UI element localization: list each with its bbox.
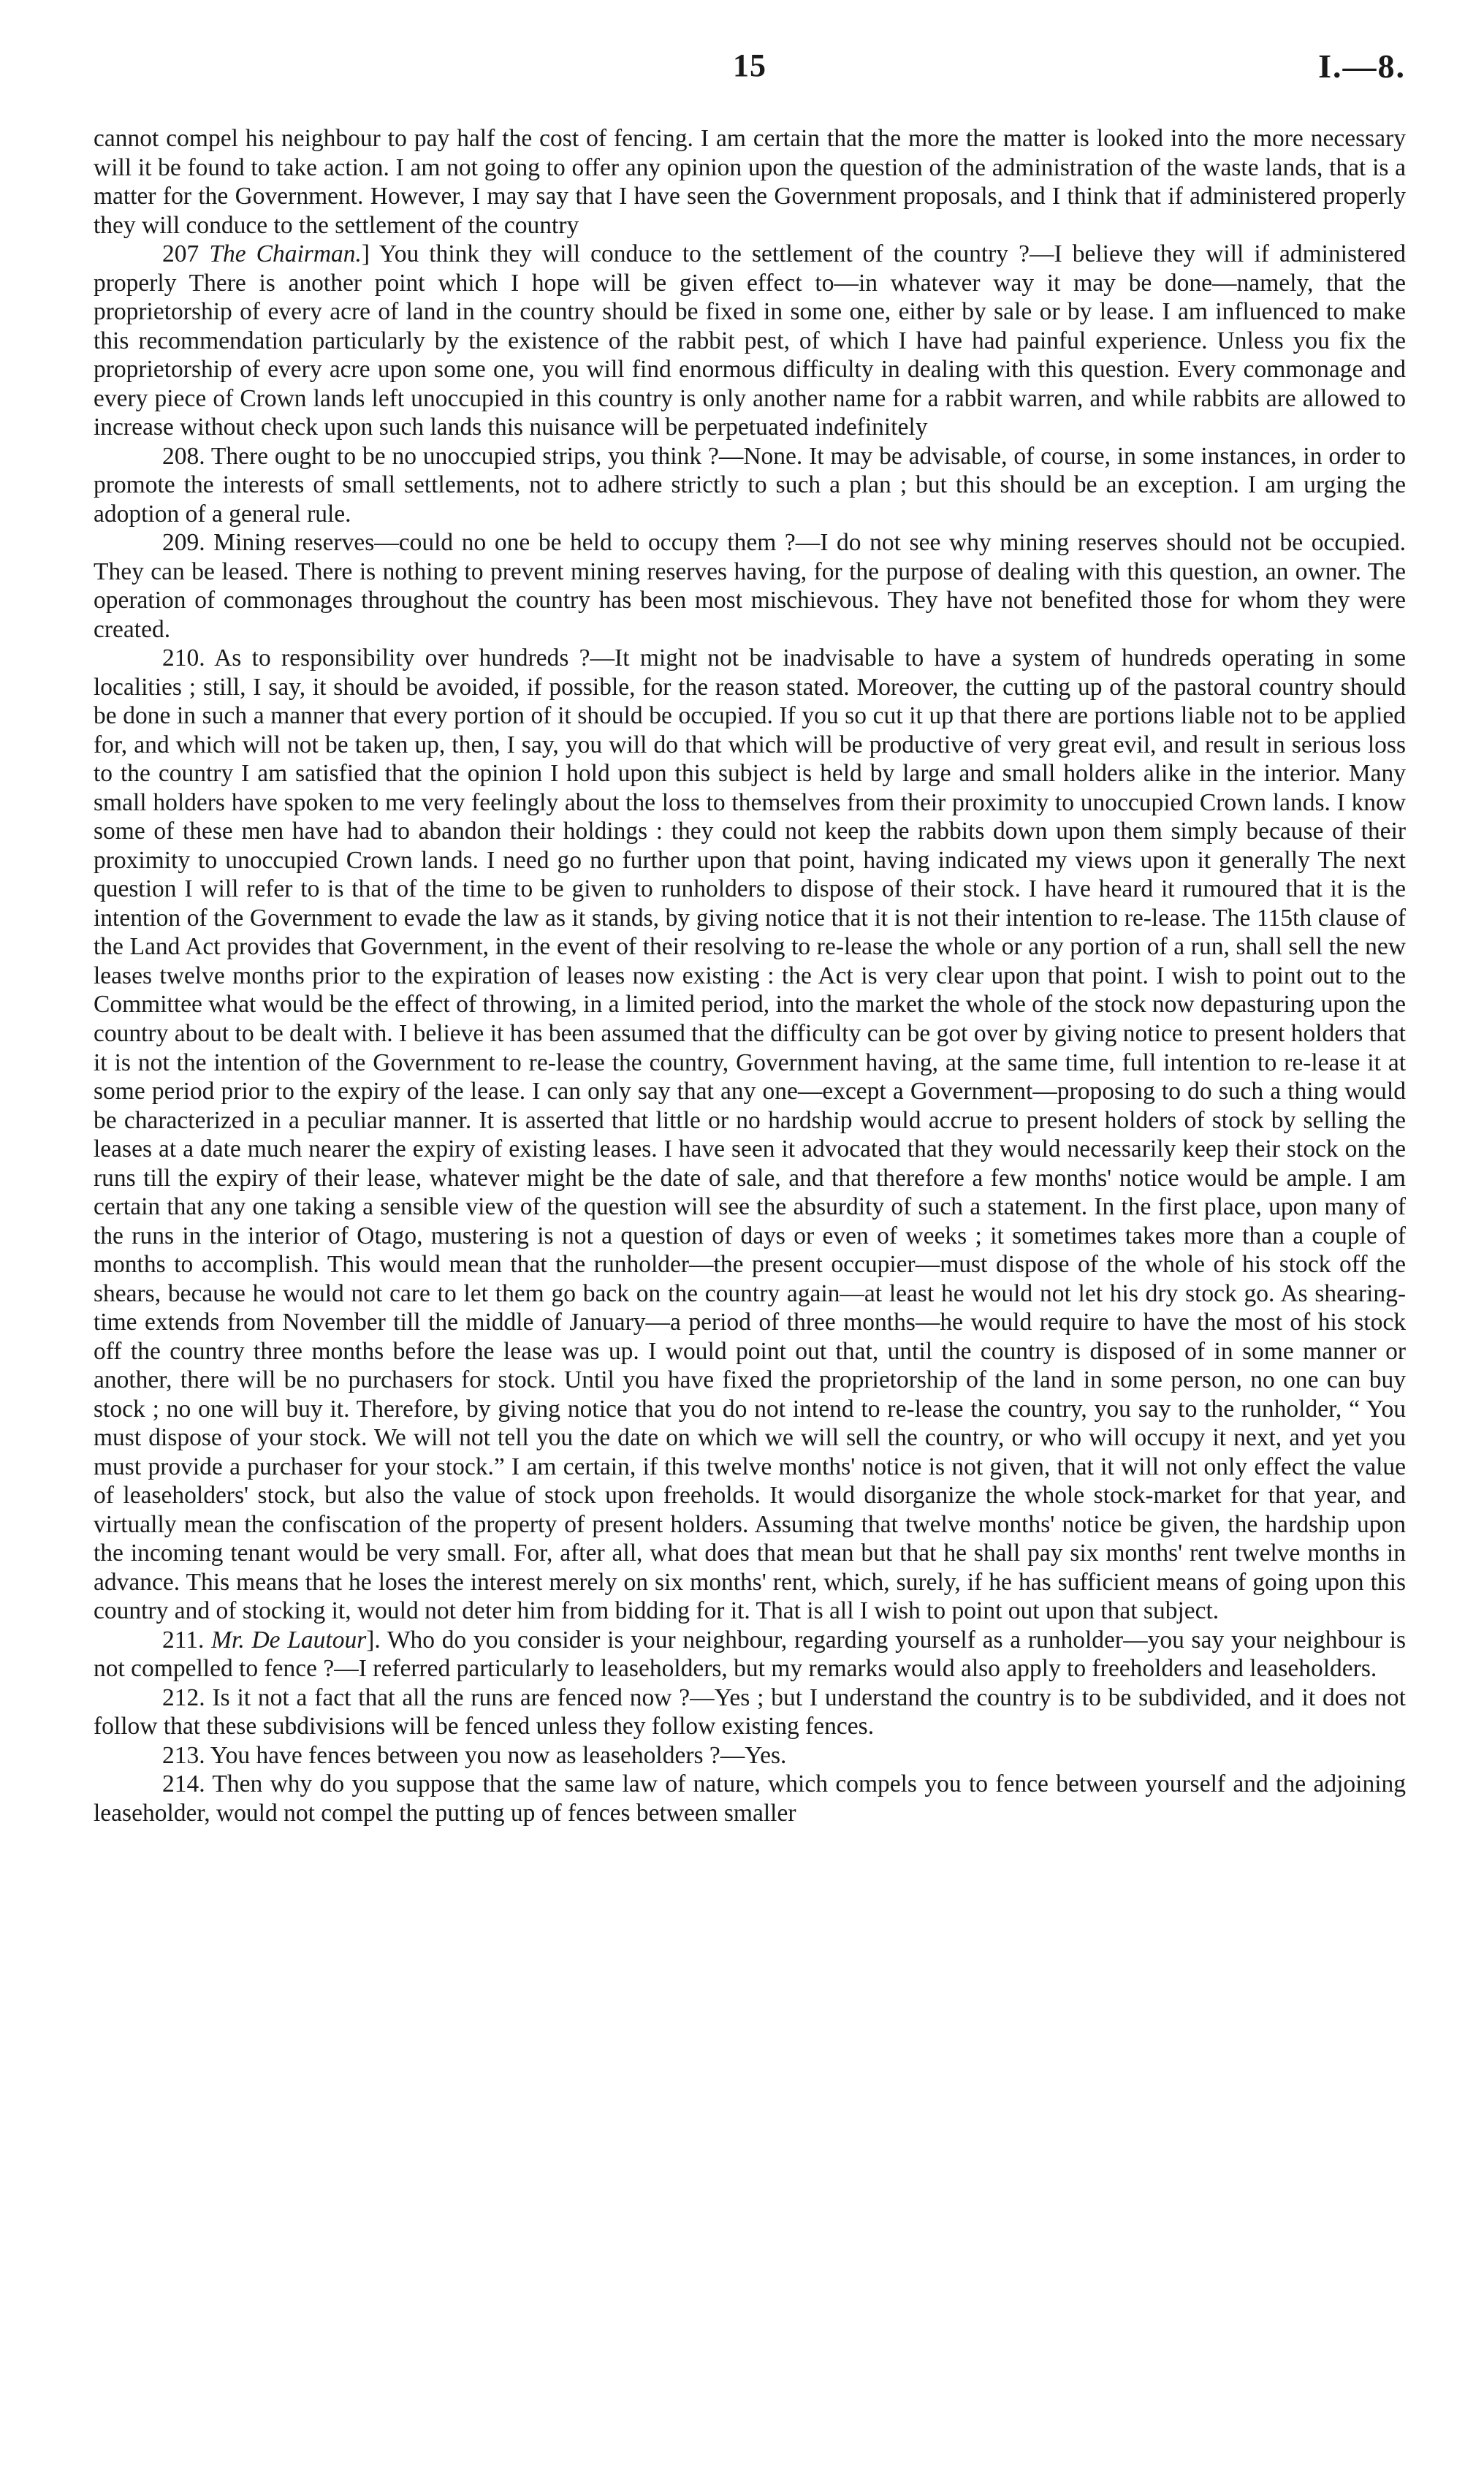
paragraph-text: There ought to be no unoccupied strips, you think ?—None. It may be advisable, of course, in some instances, in order to promote the interests of small settlements, not to adhere strictly to such a plan ; but this should be an exception. I am urging the adoption of a general rule. xyxy=(94,442,1406,528)
question-number: 208. xyxy=(162,442,205,470)
question-number: 211. xyxy=(162,1626,205,1654)
paper-reference: I.—8. xyxy=(1318,47,1406,85)
question-212 xyxy=(94,1683,1406,1741)
speaker-name: Mr. De Lautour xyxy=(211,1626,367,1654)
question-210 xyxy=(94,644,1406,1626)
question-213 xyxy=(94,1741,1406,1770)
paragraph-text: Who do you consider is your neighbour, regarding yourself as a runholder—you say your neighbour is not compelled to fence ?—I referred particularly to leaseholders, but my remarks would also apply to freeholders and leaseholders. xyxy=(94,1626,1406,1683)
page-number: 15 xyxy=(733,47,766,83)
speaker-bracket: ] xyxy=(361,240,370,268)
question-207 xyxy=(94,240,1406,442)
paragraph-text: cannot compel his neighbour to pay half the cost of fencing. I am certain that the more the matter is looked into the more necessary will it be found to take action. I am not going to offer any opinion upon the question of the administration of the waste lands, that is a matter for the Government. However, I may say that I have seen the Government proposals, and I think that if administered properly they will conduce to the settlement of the country xyxy=(94,125,1406,239)
question-number: 214. xyxy=(162,1770,205,1798)
paragraph-text: Mining reserves—could no one be held to occupy them ?—I do not see why mining reserves should not be occupied. They can be leased. There is nothing to prevent mining reserves having, for the purpose of dealing with this question, an owner. The operation of commonages throughout the country has been most mischievous. They have not benefited those for whom they were created. xyxy=(94,529,1406,643)
question-number: 213. xyxy=(162,1741,205,1769)
document-body xyxy=(94,124,1406,1827)
paragraph-continuation xyxy=(94,124,1406,240)
question-number: 207 xyxy=(162,240,199,268)
question-number: 209. xyxy=(162,529,205,557)
paragraph-text: As to responsibility over hundreds ?—It might not be inadvisable to have a system of hundreds operating in some localities ; still, I say, it should be avoided, if possible, for the reason stated. Moreover, the cutting up of the pastoral country should be done in such a manner that every portion of it should be occupied. If you so cut it up that there are portions liable not to be applied for, and which will not be taken up, then, I say, you will do that which will be productive of very great evil, and result in serious loss to the country I am satisfied that the opinion I hold upon this subject is held by large and small holders alike in the interior. Many small holders have spoken to me very feelingly about the loss to themselves from their proximity to unoccupied Crown lands. I know some of these men have had to abandon their holdings : they could not keep the rabbits down upon them simply because of their proximity to unoccupied Crown lands. I need go no further upon that point, having indicated my views upon it generally The next question I will refer to is that of the time to be given to runholders to dispose of their stock. I have heard it rumoured that it is the intention of the Government to evade the law as it stands, by giving notice that it is not their intention to re-lease. The 115th clause of the Land Act provides that Government, in the event of their resolving to re-lease the whole or any portion of a run, shall sell the new leases twelve months prior to the expiration of leases now existing : the Act is very clear upon that point. I wish to point out to the Committee what would be the effect of throwing, in a limited period, into the market the whole of the stock now depasturing upon the country about to be dealt with. I believe it has been assumed that the difficulty can be got over by giving notice to present holders that it is not the intention of the Government to re-lease the country, Government having, at the same time, full intention to re-lease it at some period prior to the expiry of the lease. I can only say that any one—except a Government—proposing to do such a thing would be characterized in a peculiar manner. It is asserted that little or no hardship would accrue to present holders of stock by selling the leases at a date much nearer the expiry of existing leases. I have seen it advocated that they would necessarily keep their stock on the runs till the expiry of their lease, whatever might be the date of sale, and that therefore a few months' notice would be ample. I am certain that any one taking a sensible view of the question will see the absurdity of such a statement. In the first place, upon many of the runs in the interior of Otago, mustering is not a question of days or even of weeks ; it sometimes takes more than a couple of months to accomplish. This would mean that the runholder—the present occupier—must dispose of the whole of his stock off the shears, because he would not care to let them go back on the country again—at least he would not let his dry stock go. As shearing-time extends from November till the middle of January—a period of three months—he would require to have the most of his stock off the country three months before the lease was up. I would point out that, until the country is disposed of in some manner or another, there will be no purchasers for stock. Until you have fixed the proprietorship of the land in some person, no one can buy stock ; no one will buy it. Therefore, by giving notice that you do not intend to re-lease the country, you say to the runholder, “ You must dispose of your stock. We will not tell you the date on which we will sell the country, or who will occupy it next, and yet you must provide a purchaser for your stock.” I am certain, if this twelve months' notice is not given, that it will not only effect the value of leaseholders' stock, but also the value of stock upon freeholds. It would disorganize the whole stock-market for that year, and virtually mean the confiscation of the property of present holders. Assuming that twelve months' notice be given, the hardship upon the incoming tenant would be very small. For, after all, what does that mean but that he shall pay six months' rent twelve months in advance. This means that he loses the interest merely on six months' rent, which, surely, if he has sufficient means of going upon this country and of stocking it, would not deter him from bidding for it. That is all I wish to point out upon that subject. xyxy=(94,644,1406,1625)
paragraph-text: You think they will conduce to the settlement of the country ?—I believe they will if administered properly There is another point which I hope will be given effect to—in whatever way it may be done—namely, that the proprietorship of every acre of land in the country should be fixed in some one, either by sale or by lease. I am influenced to make this recommendation particularly by the existence of the rabbit pest, of which I have had painful experience. Unless you fix the proprietorship of every acre upon some one, you will find enormous difficulty in dealing with this question. Every commonage and every piece of Crown lands left unoccupied in this country is only another name for a rabbit warren, and while rabbits are allowed to increase without check upon such lands this nuisance will be perpetuated indefinitely xyxy=(94,240,1406,441)
speaker-name: The Chairman. xyxy=(209,240,362,268)
question-number: 212. xyxy=(162,1683,205,1711)
question-211 xyxy=(94,1626,1406,1683)
question-208 xyxy=(94,442,1406,529)
question-number: 210. xyxy=(162,644,205,672)
paragraph-text: Then why do you suppose that the same law of nature, which compels you to fence between yourself and the adjoining leaseholder, would not compel the putting up of fences between smaller xyxy=(94,1770,1406,1827)
question-214 xyxy=(94,1770,1406,1827)
speaker-bracket: ]. xyxy=(366,1626,381,1654)
page-header xyxy=(94,47,1406,91)
paragraph-text: Is it not a fact that all the runs are fenced now ?—Yes ; but I understand the country is to be subdivided, and it does not follow that these subdivisions will be fenced unless they follow existing fences. xyxy=(94,1683,1406,1740)
question-209 xyxy=(94,528,1406,644)
paragraph-text: You have fences between you now as leaseholders ?—Yes. xyxy=(210,1741,787,1769)
